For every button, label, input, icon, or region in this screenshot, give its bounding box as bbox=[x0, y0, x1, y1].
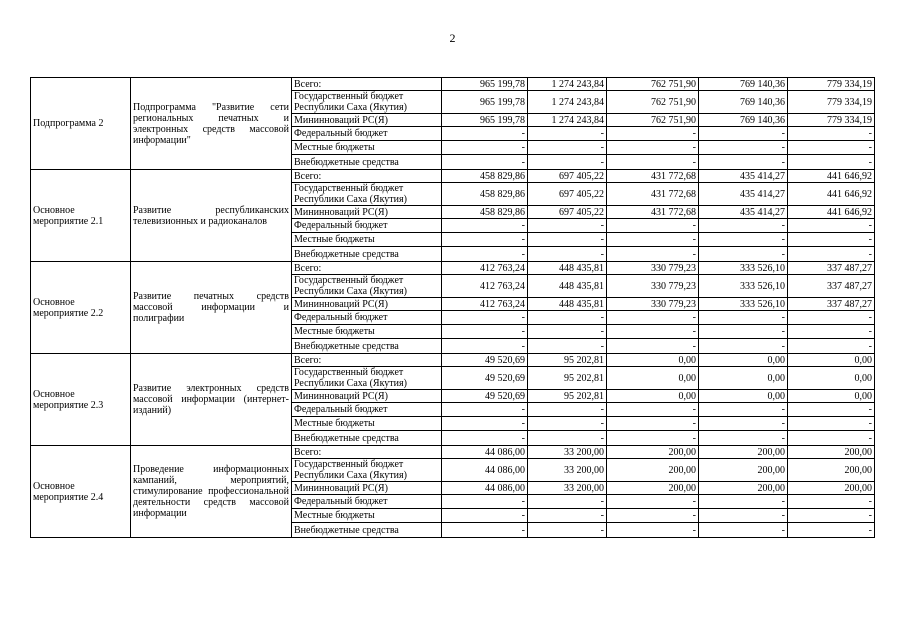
amount-cell: 49 520,69 bbox=[442, 354, 528, 367]
funding-source-cell: Государственный бюджет Республики Саха (Якутия) bbox=[292, 275, 442, 298]
funding-source-cell: Федеральный бюджет bbox=[292, 495, 442, 509]
amount-cell: - bbox=[699, 127, 788, 141]
amount-cell: 49 520,69 bbox=[442, 390, 528, 403]
amount-cell: 95 202,81 bbox=[528, 367, 607, 390]
amount-cell: - bbox=[442, 523, 528, 538]
amount-cell: 337 487,27 bbox=[788, 262, 875, 275]
table-row bbox=[31, 262, 875, 275]
funding-source-cell: Всего: bbox=[292, 262, 442, 275]
amount-cell: - bbox=[607, 495, 699, 509]
amount-cell: - bbox=[788, 311, 875, 325]
amount-cell: - bbox=[607, 141, 699, 155]
amount-cell: - bbox=[788, 127, 875, 141]
table-row bbox=[31, 170, 875, 183]
amount-cell: 333 526,10 bbox=[699, 298, 788, 311]
funding-source-cell: Местные бюджеты bbox=[292, 141, 442, 155]
funding-source-cell: Мининноваций РС(Я) bbox=[292, 206, 442, 219]
amount-cell: - bbox=[442, 311, 528, 325]
amount-cell: - bbox=[607, 523, 699, 538]
amount-cell: 779 334,19 bbox=[788, 114, 875, 127]
amount-cell: 0,00 bbox=[607, 354, 699, 367]
amount-cell: - bbox=[699, 141, 788, 155]
amount-cell: 0,00 bbox=[699, 390, 788, 403]
amount-cell: - bbox=[528, 339, 607, 354]
funding-source-cell: Внебюджетные средства bbox=[292, 155, 442, 170]
group-type-cell: Основное мероприятие 2.4 bbox=[31, 446, 131, 538]
table-row bbox=[31, 354, 875, 367]
funding-source-cell: Внебюджетные средства bbox=[292, 523, 442, 538]
amount-cell: - bbox=[788, 417, 875, 431]
funding-source-cell: Мининноваций РС(Я) bbox=[292, 482, 442, 495]
amount-cell: - bbox=[607, 127, 699, 141]
amount-cell: 95 202,81 bbox=[528, 354, 607, 367]
funding-source-cell: Федеральный бюджет bbox=[292, 311, 442, 325]
amount-cell: 762 751,90 bbox=[607, 114, 699, 127]
amount-cell: 779 334,19 bbox=[788, 78, 875, 91]
amount-cell: 458 829,86 bbox=[442, 183, 528, 206]
amount-cell: - bbox=[788, 219, 875, 233]
amount-cell: - bbox=[788, 233, 875, 247]
funding-source-cell: Государственный бюджет Республики Саха (Якутия) bbox=[292, 459, 442, 482]
amount-cell: - bbox=[442, 141, 528, 155]
amount-cell: - bbox=[699, 219, 788, 233]
amount-cell: 458 829,86 bbox=[442, 206, 528, 219]
amount-cell: 965 199,78 bbox=[442, 114, 528, 127]
amount-cell: - bbox=[699, 311, 788, 325]
group-name-cell: Развитие печатных средств массовой информации и полиграфии bbox=[131, 262, 292, 354]
funding-source-cell: Федеральный бюджет bbox=[292, 127, 442, 141]
funding-source-cell: Мининноваций РС(Я) bbox=[292, 298, 442, 311]
amount-cell: 441 646,92 bbox=[788, 183, 875, 206]
funding-source-cell: Мининноваций РС(Я) bbox=[292, 114, 442, 127]
amount-cell: - bbox=[788, 325, 875, 339]
amount-cell: - bbox=[442, 509, 528, 523]
funding-source-cell: Федеральный бюджет bbox=[292, 403, 442, 417]
amount-cell: - bbox=[699, 247, 788, 262]
funding-source-cell: Государственный бюджет Республики Саха (Якутия) bbox=[292, 183, 442, 206]
funding-source-cell: Местные бюджеты bbox=[292, 417, 442, 431]
amount-cell: 769 140,36 bbox=[699, 91, 788, 114]
amount-cell: 44 086,00 bbox=[442, 446, 528, 459]
funding-source-cell: Мининноваций РС(Я) bbox=[292, 390, 442, 403]
amount-cell: - bbox=[699, 339, 788, 354]
amount-cell: - bbox=[442, 495, 528, 509]
funding-source-cell: Местные бюджеты bbox=[292, 233, 442, 247]
amount-cell: 448 435,81 bbox=[528, 298, 607, 311]
amount-cell: - bbox=[788, 495, 875, 509]
amount-cell: - bbox=[528, 247, 607, 262]
amount-cell: 200,00 bbox=[788, 482, 875, 495]
amount-cell: - bbox=[528, 219, 607, 233]
amount-cell: - bbox=[699, 325, 788, 339]
amount-cell: 431 772,68 bbox=[607, 183, 699, 206]
amount-cell: 441 646,92 bbox=[788, 170, 875, 183]
amount-cell: 200,00 bbox=[699, 446, 788, 459]
amount-cell: 333 526,10 bbox=[699, 275, 788, 298]
amount-cell: 44 086,00 bbox=[442, 482, 528, 495]
group-name-cell: Проведение информационных кампаний, мероприятий, стимулирование профессиональной деятельности средств массовой информации bbox=[131, 446, 292, 538]
funding-source-cell: Всего: bbox=[292, 78, 442, 91]
group-type-cell: Основное мероприятие 2.2 bbox=[31, 262, 131, 354]
amount-cell: - bbox=[699, 417, 788, 431]
amount-cell: - bbox=[788, 509, 875, 523]
amount-cell: - bbox=[699, 403, 788, 417]
amount-cell: - bbox=[699, 431, 788, 446]
page-number: 2 bbox=[449, 31, 456, 45]
group-type-cell: Подпрограмма 2 bbox=[31, 78, 131, 170]
amount-cell: - bbox=[528, 417, 607, 431]
funding-source-cell: Всего: bbox=[292, 170, 442, 183]
amount-cell: - bbox=[442, 325, 528, 339]
amount-cell: 412 763,24 bbox=[442, 262, 528, 275]
amount-cell: 0,00 bbox=[788, 354, 875, 367]
amount-cell: 435 414,27 bbox=[699, 206, 788, 219]
amount-cell: - bbox=[528, 403, 607, 417]
amount-cell: 0,00 bbox=[607, 390, 699, 403]
amount-cell: 965 199,78 bbox=[442, 78, 528, 91]
amount-cell: - bbox=[528, 431, 607, 446]
amount-cell: - bbox=[528, 233, 607, 247]
amount-cell: - bbox=[528, 509, 607, 523]
amount-cell: 333 526,10 bbox=[699, 262, 788, 275]
funding-source-cell: Внебюджетные средства bbox=[292, 339, 442, 354]
amount-cell: 448 435,81 bbox=[528, 275, 607, 298]
amount-cell: 330 779,23 bbox=[607, 275, 699, 298]
amount-cell: - bbox=[607, 403, 699, 417]
amount-cell: 412 763,24 bbox=[442, 298, 528, 311]
amount-cell: - bbox=[607, 155, 699, 170]
amount-cell: 200,00 bbox=[699, 482, 788, 495]
amount-cell: - bbox=[788, 339, 875, 354]
amount-cell: - bbox=[607, 339, 699, 354]
amount-cell: 0,00 bbox=[788, 367, 875, 390]
amount-cell: 431 772,68 bbox=[607, 206, 699, 219]
funding-source-cell: Всего: bbox=[292, 354, 442, 367]
amount-cell: 337 487,27 bbox=[788, 275, 875, 298]
amount-cell: - bbox=[528, 127, 607, 141]
amount-cell: 337 487,27 bbox=[788, 298, 875, 311]
amount-cell: 1 274 243,84 bbox=[528, 78, 607, 91]
amount-cell: 697 405,22 bbox=[528, 206, 607, 219]
amount-cell: 0,00 bbox=[699, 354, 788, 367]
funding-source-cell: Государственный бюджет Республики Саха (Якутия) bbox=[292, 91, 442, 114]
amount-cell: 33 200,00 bbox=[528, 482, 607, 495]
amount-cell: 779 334,19 bbox=[788, 91, 875, 114]
amount-cell: - bbox=[442, 339, 528, 354]
budget-table bbox=[30, 77, 875, 538]
amount-cell: - bbox=[788, 141, 875, 155]
amount-cell: 697 405,22 bbox=[528, 170, 607, 183]
amount-cell: - bbox=[788, 403, 875, 417]
amount-cell: 33 200,00 bbox=[528, 459, 607, 482]
amount-cell: 33 200,00 bbox=[528, 446, 607, 459]
amount-cell: 0,00 bbox=[699, 367, 788, 390]
amount-cell: - bbox=[528, 495, 607, 509]
amount-cell: 44 086,00 bbox=[442, 459, 528, 482]
amount-cell: 762 751,90 bbox=[607, 91, 699, 114]
funding-source-cell: Местные бюджеты bbox=[292, 325, 442, 339]
group-name-cell: Развитие республиканских телевизионных и радиоканалов bbox=[131, 170, 292, 262]
amount-cell: 200,00 bbox=[699, 459, 788, 482]
amount-cell: - bbox=[607, 311, 699, 325]
funding-source-cell: Внебюджетные средства bbox=[292, 431, 442, 446]
group-type-cell: Основное мероприятие 2.3 bbox=[31, 354, 131, 446]
amount-cell: - bbox=[442, 403, 528, 417]
funding-source-cell: Федеральный бюджет bbox=[292, 219, 442, 233]
funding-source-cell: Внебюджетные средства bbox=[292, 247, 442, 262]
group-type-cell: Основное мероприятие 2.1 bbox=[31, 170, 131, 262]
table-row bbox=[31, 446, 875, 459]
amount-cell: 0,00 bbox=[788, 390, 875, 403]
amount-cell: 965 199,78 bbox=[442, 91, 528, 114]
amount-cell: - bbox=[528, 325, 607, 339]
amount-cell: 49 520,69 bbox=[442, 367, 528, 390]
group-name-cell: Развитие электронных средств массовой информации (интернет-изданий) bbox=[131, 354, 292, 446]
amount-cell: - bbox=[607, 325, 699, 339]
amount-cell: 769 140,36 bbox=[699, 114, 788, 127]
amount-cell: - bbox=[788, 523, 875, 538]
amount-cell: 697 405,22 bbox=[528, 183, 607, 206]
amount-cell: 200,00 bbox=[788, 459, 875, 482]
amount-cell: 330 779,23 bbox=[607, 262, 699, 275]
amount-cell: 762 751,90 bbox=[607, 78, 699, 91]
amount-cell: - bbox=[699, 495, 788, 509]
amount-cell: 95 202,81 bbox=[528, 390, 607, 403]
amount-cell: 441 646,92 bbox=[788, 206, 875, 219]
amount-cell: 330 779,23 bbox=[607, 298, 699, 311]
amount-cell: - bbox=[442, 127, 528, 141]
amount-cell: - bbox=[442, 219, 528, 233]
amount-cell: - bbox=[607, 247, 699, 262]
amount-cell: 1 274 243,84 bbox=[528, 114, 607, 127]
amount-cell: - bbox=[442, 247, 528, 262]
amount-cell: 200,00 bbox=[607, 482, 699, 495]
amount-cell: 458 829,86 bbox=[442, 170, 528, 183]
amount-cell: - bbox=[699, 233, 788, 247]
amount-cell: - bbox=[528, 141, 607, 155]
amount-cell: 435 414,27 bbox=[699, 183, 788, 206]
amount-cell: 431 772,68 bbox=[607, 170, 699, 183]
amount-cell: 0,00 bbox=[607, 367, 699, 390]
amount-cell: - bbox=[607, 509, 699, 523]
amount-cell: - bbox=[528, 155, 607, 170]
amount-cell: - bbox=[607, 431, 699, 446]
amount-cell: 200,00 bbox=[788, 446, 875, 459]
amount-cell: - bbox=[442, 431, 528, 446]
budget-table-body bbox=[31, 78, 875, 538]
amount-cell: 200,00 bbox=[607, 459, 699, 482]
amount-cell: - bbox=[607, 219, 699, 233]
amount-cell: - bbox=[788, 247, 875, 262]
amount-cell: - bbox=[442, 233, 528, 247]
funding-source-cell: Местные бюджеты bbox=[292, 509, 442, 523]
amount-cell: - bbox=[442, 417, 528, 431]
amount-cell: - bbox=[607, 417, 699, 431]
amount-cell: 448 435,81 bbox=[528, 262, 607, 275]
amount-cell: 1 274 243,84 bbox=[528, 91, 607, 114]
amount-cell: - bbox=[528, 523, 607, 538]
amount-cell: - bbox=[699, 155, 788, 170]
amount-cell: 200,00 bbox=[607, 446, 699, 459]
amount-cell: 435 414,27 bbox=[699, 170, 788, 183]
amount-cell: - bbox=[607, 233, 699, 247]
amount-cell: 769 140,36 bbox=[699, 78, 788, 91]
amount-cell: - bbox=[788, 155, 875, 170]
amount-cell: - bbox=[528, 311, 607, 325]
amount-cell: - bbox=[699, 509, 788, 523]
amount-cell: - bbox=[699, 523, 788, 538]
amount-cell: 412 763,24 bbox=[442, 275, 528, 298]
funding-source-cell: Всего: bbox=[292, 446, 442, 459]
group-name-cell: Подпрограмма "Развитие сети региональных печатных и электронных средств массовой информации" bbox=[131, 78, 292, 170]
amount-cell: - bbox=[442, 155, 528, 170]
amount-cell: - bbox=[788, 431, 875, 446]
funding-source-cell: Государственный бюджет Республики Саха (Якутия) bbox=[292, 367, 442, 390]
table-row bbox=[31, 78, 875, 91]
